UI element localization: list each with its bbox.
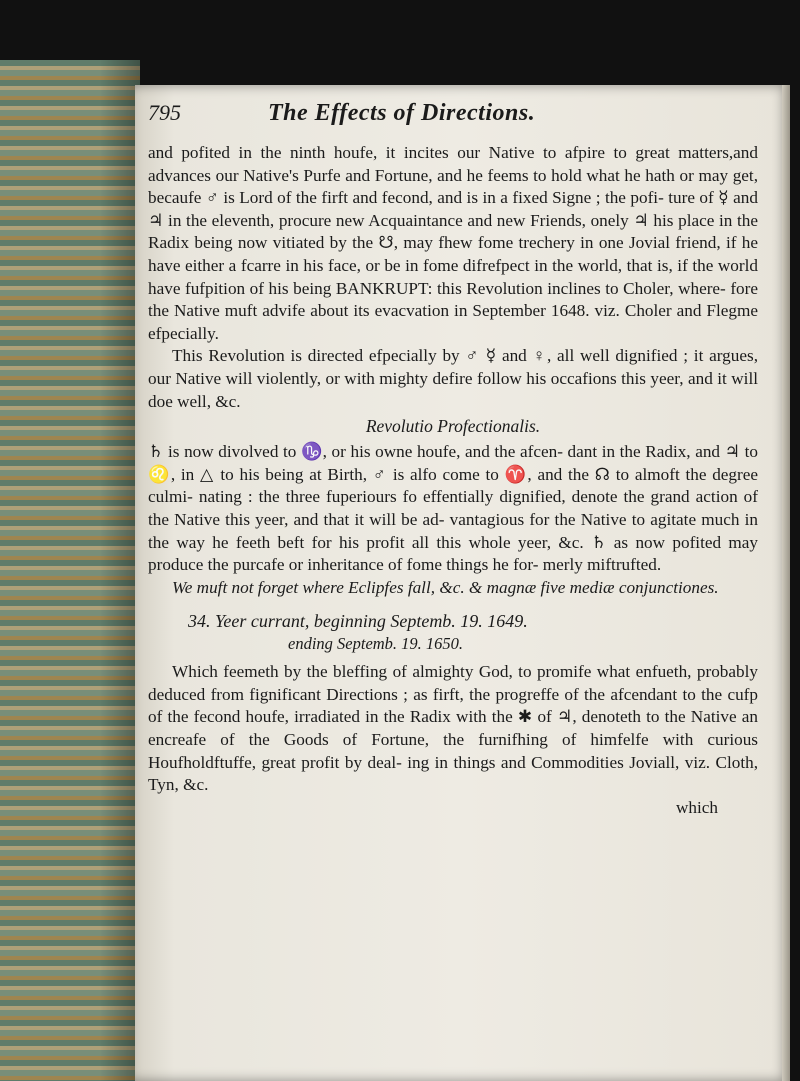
page-number: 795 <box>148 100 181 125</box>
book-binding-edge <box>0 60 140 1081</box>
section-heading: Revolutio Profectionalis. <box>365 416 541 437</box>
year-subheading: ending Septemb. 19. 1650. <box>288 634 464 654</box>
paragraph-4: Which feemeth by the bleffing of almighty God, to promife what enfueth, probably deduced from fignificant Directions ; as firft, the progreffe of the afcendant to the cufp of the fecond houfe, irradiated in the Radix with the ✱ of ♃, denoteth to the Native an encreafe of the Goods of Fortune, the furnifhing of himfelfe with curious Houfholdftuffe, great profit by deal- ing in things and Commodities Joviall, viz. Cloth, Tyn, &c. <box>148 662 758 795</box>
running-head: The Effects of Directions. <box>268 100 536 126</box>
page-content <box>148 100 758 819</box>
page-edge <box>782 85 790 1081</box>
catchword: which <box>675 797 718 817</box>
page-header <box>148 100 758 142</box>
paragraph-2: This Revolution is directed efpecially by ♂ ☿ and ♀, all well dignified ; it argues, our Native will violently, or with mighty defire follow his occafions this yeer, and it will doe well, &c. <box>148 346 758 411</box>
paragraph-3: ♄ is now divolved to ♑, or his owne houfe, and the afcen- dant in the Radix, and ♃ to ♌, in △ to his being at Birth, ♂ is alfo come to ♈, and the ☊ to almoft the degree culmi- nating : the three fuperiours fo effentially dignified, denote the grand action of the Native this yeer, and that it will be ad- vantagious for the Native to agitate much in the way he feeth beft for his profit all this whole yeer, &c. ♄ as now pofited may produce the purcafe or inheritance of fome things he for- merly miftrufted. <box>148 442 758 575</box>
year-heading: 34. Yeer currant, beginning Septemb. 19. 1649. <box>188 611 528 632</box>
paragraph-1: and pofited in the ninth houfe, it incites our Native to afpire to great matters,and advances our Native's Purfe and Fortune, and he feems to hold what he hath or may get, becaufe ♂ is Lord of the firft and fecond, and is in a fixed Signe ; the pofi- ture of ☿ and ♃ in the eleventh, procure new Acquaintance and new Friends, onely ♃ his place in the Radix being now vitiated by the ☋, may fhew fome trechery in one Jovial friend, if he have either a fcarre in his face, or be in fome difrefpect in the world, that is, if the world have fufpition of his being BANKRUPT: this Revolution inclines to Choler, where- fore the Native muft advife about its evacvation in September 1648. viz. Choler and Flegme efpecially. <box>148 143 758 343</box>
latin-line: We muft not forget where Eclipfes fall, &c. & magnæ five mediæ conjunctiones. <box>172 577 719 597</box>
